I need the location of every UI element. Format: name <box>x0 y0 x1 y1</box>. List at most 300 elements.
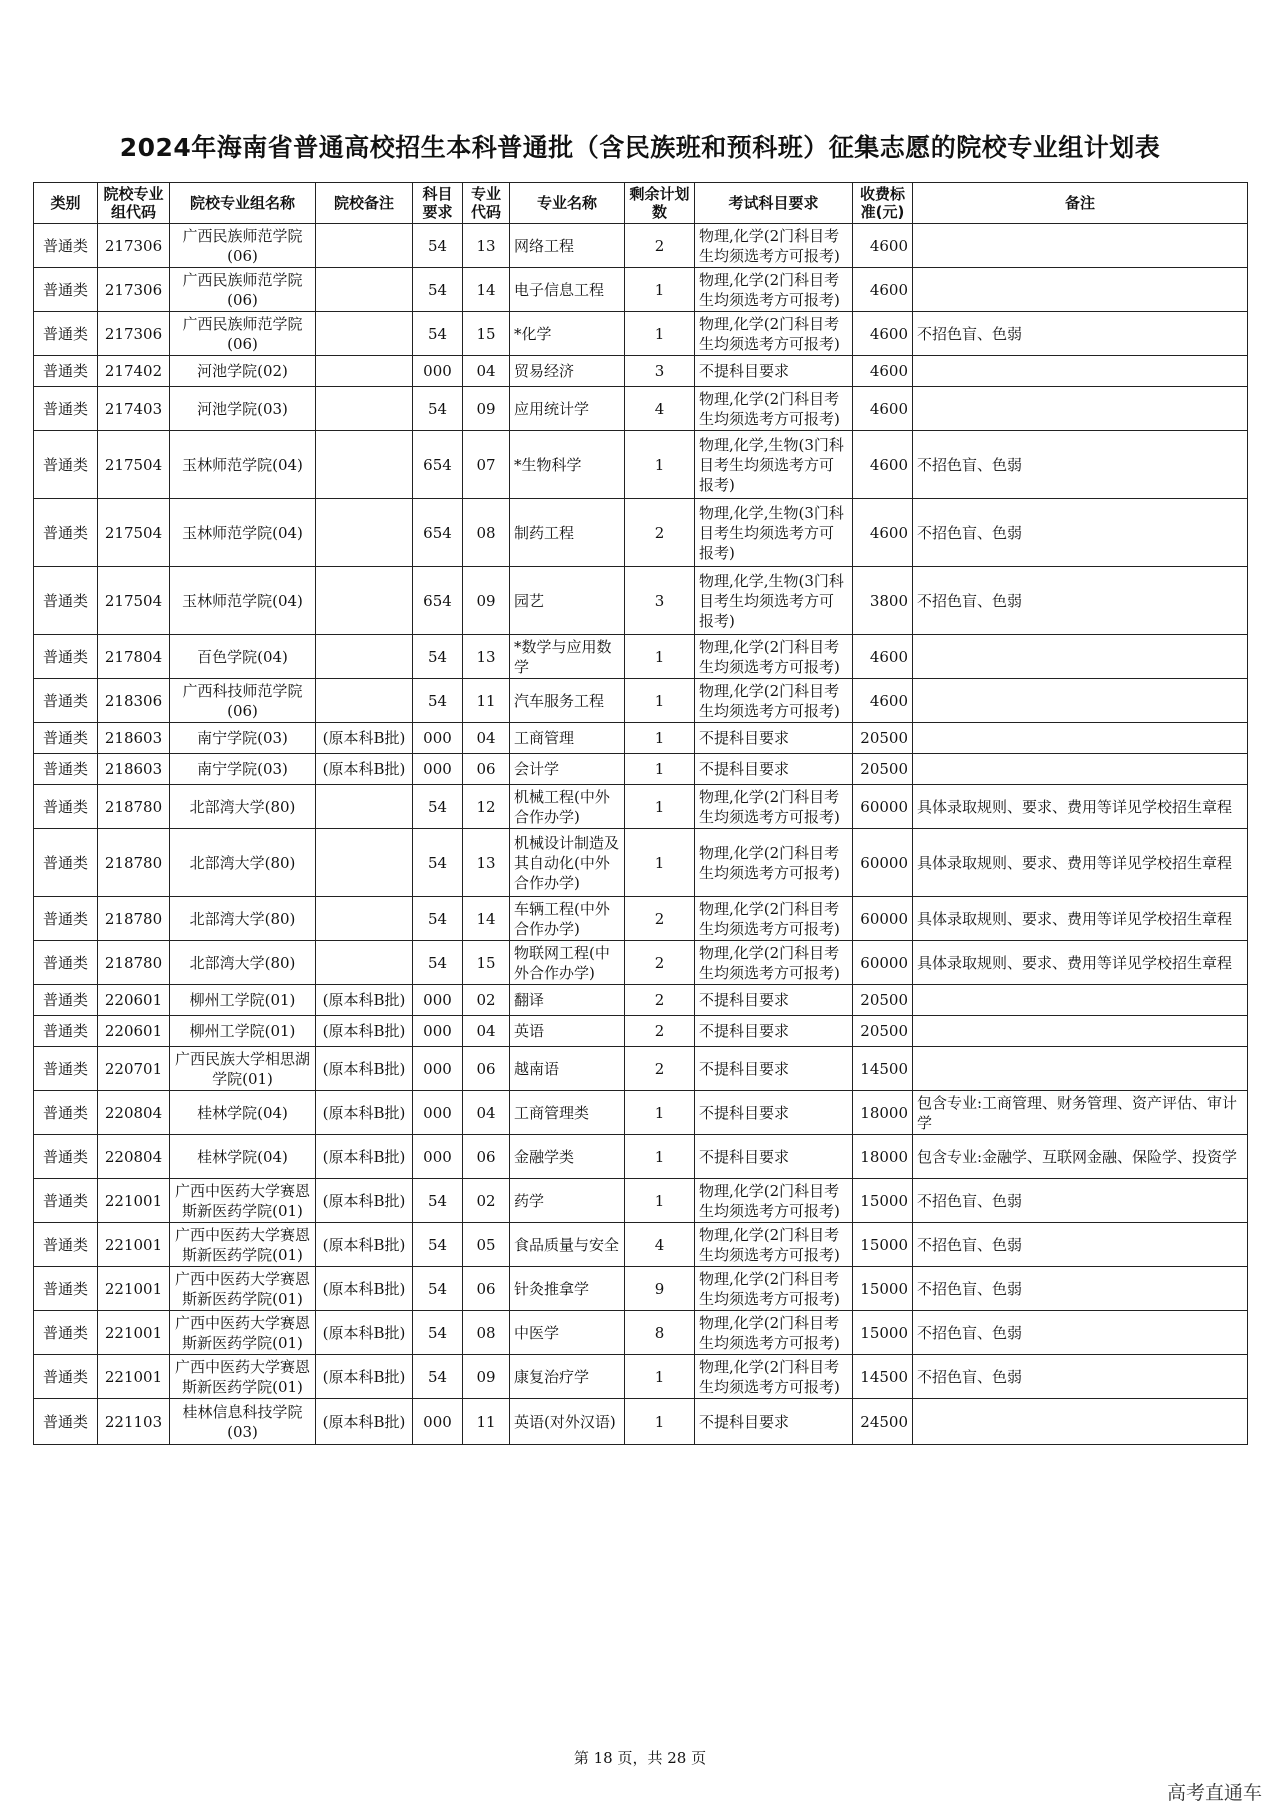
cell-major-name: 食品质量与安全 <box>510 1223 625 1267</box>
cell-category: 普通类 <box>34 1311 98 1355</box>
table-row <box>34 268 1248 312</box>
cell-subject-code: 654 <box>413 499 463 567</box>
cell-group-code: 218306 <box>98 679 170 723</box>
cell-exam-requirement: 物理,化学(2门科目考生均须选考方可报考) <box>695 941 853 985</box>
cell-subject-code: 54 <box>413 387 463 431</box>
cell-group-code: 217504 <box>98 567 170 635</box>
cell-school-note <box>316 567 413 635</box>
cell-major-name: 贸易经济 <box>510 356 625 387</box>
table-row <box>34 224 1248 268</box>
cell-category: 普通类 <box>34 754 98 785</box>
table-row <box>34 567 1248 635</box>
cell-school-name: 广西民族师范学院(06) <box>170 224 316 268</box>
cell-school-note: (原本科B批) <box>316 1311 413 1355</box>
cell-remark: 不招色盲、色弱 <box>913 1311 1248 1355</box>
cell-fee: 60000 <box>853 785 913 829</box>
cell-school-note: (原本科B批) <box>316 1399 413 1445</box>
table-row <box>34 829 1248 897</box>
cell-exam-requirement: 物理,化学(2门科目考生均须选考方可报考) <box>695 224 853 268</box>
cell-exam-requirement: 物理,化学(2门科目考生均须选考方可报考) <box>695 635 853 679</box>
cell-exam-requirement: 物理,化学(2门科目考生均须选考方可报考) <box>695 268 853 312</box>
cell-school-note <box>316 785 413 829</box>
cell-remark: 包含专业:工商管理、财务管理、资产评估、审计学 <box>913 1091 1248 1135</box>
cell-exam-requirement: 物理,化学(2门科目考生均须选考方可报考) <box>695 1179 853 1223</box>
cell-fee: 4600 <box>853 499 913 567</box>
cell-remark: 不招色盲、色弱 <box>913 1267 1248 1311</box>
cell-category: 普通类 <box>34 1267 98 1311</box>
cell-group-code: 221001 <box>98 1223 170 1267</box>
cell-exam-requirement: 物理,化学(2门科目考生均须选考方可报考) <box>695 312 853 356</box>
cell-category: 普通类 <box>34 679 98 723</box>
cell-remark <box>913 268 1248 312</box>
cell-group-code: 221103 <box>98 1399 170 1445</box>
cell-school-name: 南宁学院(03) <box>170 723 316 754</box>
cell-fee: 60000 <box>853 897 913 941</box>
cell-exam-requirement: 不提科目要求 <box>695 1399 853 1445</box>
cell-school-name: 广西中医药大学赛恩斯新医药学院(01) <box>170 1311 316 1355</box>
cell-subject-code: 54 <box>413 268 463 312</box>
cell-remaining: 2 <box>625 897 695 941</box>
cell-school-note <box>316 224 413 268</box>
cell-remark: 包含专业:金融学、互联网金融、保险学、投资学 <box>913 1135 1248 1179</box>
col-header: 考试科目要求 <box>695 183 853 224</box>
cell-school-note <box>316 897 413 941</box>
cell-category: 普通类 <box>34 1355 98 1399</box>
cell-fee: 20500 <box>853 723 913 754</box>
cell-exam-requirement: 不提科目要求 <box>695 723 853 754</box>
cell-remaining: 1 <box>625 829 695 897</box>
cell-group-code: 220601 <box>98 985 170 1016</box>
cell-exam-requirement: 不提科目要求 <box>695 1047 853 1091</box>
cell-major-code: 04 <box>463 1091 510 1135</box>
cell-school-note: (原本科B批) <box>316 1016 413 1047</box>
cell-remark <box>913 723 1248 754</box>
cell-school-note: (原本科B批) <box>316 1047 413 1091</box>
table-row <box>34 356 1248 387</box>
cell-school-name: 广西中医药大学赛恩斯新医药学院(01) <box>170 1223 316 1267</box>
cell-major-code: 06 <box>463 1135 510 1179</box>
cell-school-name: 桂林学院(04) <box>170 1135 316 1179</box>
cell-fee: 20500 <box>853 985 913 1016</box>
cell-category: 普通类 <box>34 567 98 635</box>
cell-group-code: 218603 <box>98 723 170 754</box>
cell-remaining: 1 <box>625 431 695 499</box>
cell-subject-code: 000 <box>413 1135 463 1179</box>
cell-category: 普通类 <box>34 1135 98 1179</box>
cell-major-name: 中医学 <box>510 1311 625 1355</box>
cell-school-note: (原本科B批) <box>316 1223 413 1267</box>
cell-subject-code: 54 <box>413 1223 463 1267</box>
cell-school-name: 南宁学院(03) <box>170 754 316 785</box>
cell-major-code: 13 <box>463 635 510 679</box>
cell-group-code: 217402 <box>98 356 170 387</box>
cell-fee: 4600 <box>853 268 913 312</box>
cell-subject-code: 54 <box>413 224 463 268</box>
cell-remaining: 1 <box>625 723 695 754</box>
cell-category: 普通类 <box>34 985 98 1016</box>
cell-remaining: 1 <box>625 268 695 312</box>
cell-major-name: *生物科学 <box>510 431 625 499</box>
cell-remaining: 2 <box>625 985 695 1016</box>
cell-major-name: 电子信息工程 <box>510 268 625 312</box>
cell-remark <box>913 635 1248 679</box>
cell-subject-code: 654 <box>413 567 463 635</box>
cell-school-name: 玉林师范学院(04) <box>170 567 316 635</box>
cell-exam-requirement: 不提科目要求 <box>695 1135 853 1179</box>
cell-remark: 不招色盲、色弱 <box>913 312 1248 356</box>
cell-school-note: (原本科B批) <box>316 985 413 1016</box>
cell-major-code: 13 <box>463 224 510 268</box>
cell-subject-code: 54 <box>413 1311 463 1355</box>
col-header: 科目要求 <box>413 183 463 224</box>
cell-subject-code: 54 <box>413 829 463 897</box>
cell-school-name: 百色学院(04) <box>170 635 316 679</box>
cell-school-name: 河池学院(03) <box>170 387 316 431</box>
cell-fee: 15000 <box>853 1267 913 1311</box>
table-row <box>34 387 1248 431</box>
cell-school-name: 北部湾大学(80) <box>170 829 316 897</box>
cell-major-code: 15 <box>463 312 510 356</box>
cell-major-code: 06 <box>463 1267 510 1311</box>
cell-major-code: 06 <box>463 754 510 785</box>
table-header-row <box>34 183 1248 224</box>
cell-group-code: 221001 <box>98 1355 170 1399</box>
cell-remaining: 8 <box>625 1311 695 1355</box>
cell-category: 普通类 <box>34 723 98 754</box>
cell-remark <box>913 679 1248 723</box>
col-header: 专业代码 <box>463 183 510 224</box>
cell-group-code: 217306 <box>98 312 170 356</box>
cell-remark <box>913 754 1248 785</box>
cell-remaining: 3 <box>625 356 695 387</box>
cell-subject-code: 000 <box>413 1399 463 1445</box>
cell-exam-requirement: 不提科目要求 <box>695 356 853 387</box>
cell-major-code: 15 <box>463 941 510 985</box>
cell-fee: 18000 <box>853 1135 913 1179</box>
cell-subject-code: 54 <box>413 635 463 679</box>
cell-exam-requirement: 不提科目要求 <box>695 985 853 1016</box>
cell-remaining: 1 <box>625 1135 695 1179</box>
table-row <box>34 1223 1248 1267</box>
cell-exam-requirement: 物理,化学(2门科目考生均须选考方可报考) <box>695 1355 853 1399</box>
cell-fee: 15000 <box>853 1179 913 1223</box>
cell-fee: 60000 <box>853 941 913 985</box>
col-header: 剩余计划数 <box>625 183 695 224</box>
cell-school-name: 北部湾大学(80) <box>170 941 316 985</box>
cell-exam-requirement: 物理,化学(2门科目考生均须选考方可报考) <box>695 387 853 431</box>
cell-major-name: 会计学 <box>510 754 625 785</box>
col-header: 院校备注 <box>316 183 413 224</box>
cell-remaining: 4 <box>625 387 695 431</box>
cell-remark: 不招色盲、色弱 <box>913 431 1248 499</box>
cell-school-name: 桂林信息科技学院(03) <box>170 1399 316 1445</box>
cell-remark: 不招色盲、色弱 <box>913 1223 1248 1267</box>
cell-major-name: 制药工程 <box>510 499 625 567</box>
cell-category: 普通类 <box>34 268 98 312</box>
table-row <box>34 1355 1248 1399</box>
cell-major-name: 英语 <box>510 1016 625 1047</box>
cell-school-note <box>316 635 413 679</box>
cell-remark <box>913 356 1248 387</box>
watermark: 高考直通车 <box>1166 1782 1262 1804</box>
cell-subject-code: 54 <box>413 312 463 356</box>
cell-group-code: 218780 <box>98 941 170 985</box>
table-row <box>34 1179 1248 1223</box>
cell-major-code: 12 <box>463 785 510 829</box>
cell-major-name: *数学与应用数学 <box>510 635 625 679</box>
cell-school-name: 广西民族师范学院(06) <box>170 312 316 356</box>
cell-fee: 14500 <box>853 1047 913 1091</box>
cell-subject-code: 000 <box>413 723 463 754</box>
cell-subject-code: 54 <box>413 941 463 985</box>
cell-remaining: 1 <box>625 1091 695 1135</box>
cell-major-name: 机械设计制造及其自动化(中外合作办学) <box>510 829 625 897</box>
cell-remaining: 1 <box>625 312 695 356</box>
cell-category: 普通类 <box>34 1016 98 1047</box>
cell-remaining: 2 <box>625 1047 695 1091</box>
cell-major-code: 05 <box>463 1223 510 1267</box>
cell-school-name: 玉林师范学院(04) <box>170 499 316 567</box>
col-header: 类别 <box>34 183 98 224</box>
cell-fee: 3800 <box>853 567 913 635</box>
cell-subject-code: 54 <box>413 1179 463 1223</box>
table-row <box>34 785 1248 829</box>
cell-school-note <box>316 431 413 499</box>
cell-school-note <box>316 499 413 567</box>
cell-category: 普通类 <box>34 941 98 985</box>
cell-group-code: 218603 <box>98 754 170 785</box>
cell-group-code: 221001 <box>98 1311 170 1355</box>
cell-school-note: (原本科B批) <box>316 1091 413 1135</box>
cell-major-name: 车辆工程(中外合作办学) <box>510 897 625 941</box>
cell-exam-requirement: 物理,化学(2门科目考生均须选考方可报考) <box>695 1311 853 1355</box>
cell-category: 普通类 <box>34 829 98 897</box>
cell-major-code: 08 <box>463 499 510 567</box>
cell-remark: 不招色盲、色弱 <box>913 1179 1248 1223</box>
col-header: 收费标准(元) <box>853 183 913 224</box>
cell-exam-requirement: 物理,化学(2门科目考生均须选考方可报考) <box>695 897 853 941</box>
cell-group-code: 217306 <box>98 224 170 268</box>
cell-category: 普通类 <box>34 635 98 679</box>
cell-remaining: 1 <box>625 679 695 723</box>
cell-exam-requirement: 物理,化学(2门科目考生均须选考方可报考) <box>695 1267 853 1311</box>
cell-remark <box>913 1399 1248 1445</box>
cell-major-code: 09 <box>463 1355 510 1399</box>
cell-major-name: 越南语 <box>510 1047 625 1091</box>
cell-fee: 4600 <box>853 679 913 723</box>
cell-remaining: 1 <box>625 785 695 829</box>
cell-major-name: 汽车服务工程 <box>510 679 625 723</box>
table-row <box>34 1311 1248 1355</box>
cell-major-name: 金融学类 <box>510 1135 625 1179</box>
cell-major-name: 英语(对外汉语) <box>510 1399 625 1445</box>
cell-category: 普通类 <box>34 1091 98 1135</box>
cell-subject-code: 54 <box>413 897 463 941</box>
cell-fee: 4600 <box>853 356 913 387</box>
cell-group-code: 220601 <box>98 1016 170 1047</box>
table-row <box>34 1047 1248 1091</box>
cell-subject-code: 000 <box>413 1016 463 1047</box>
cell-fee: 15000 <box>853 1311 913 1355</box>
cell-remaining: 1 <box>625 635 695 679</box>
page-footer: 第 18 页，共 28 页 <box>573 1749 707 1767</box>
cell-remaining: 2 <box>625 499 695 567</box>
cell-exam-requirement: 不提科目要求 <box>695 1091 853 1135</box>
cell-remark: 不招色盲、色弱 <box>913 1355 1248 1399</box>
cell-school-name: 北部湾大学(80) <box>170 785 316 829</box>
table-row <box>34 635 1248 679</box>
cell-group-code: 220804 <box>98 1135 170 1179</box>
cell-major-code: 06 <box>463 1047 510 1091</box>
cell-category: 普通类 <box>34 1047 98 1091</box>
page-title: 2024年海南省普通高校招生本科普通批（含民族班和预科班）征集志愿的院校专业组计划表 <box>119 133 1161 162</box>
cell-exam-requirement: 物理,化学,生物(3门科目考生均须选考方可报考) <box>695 499 853 567</box>
cell-category: 普通类 <box>34 312 98 356</box>
table-row <box>34 1267 1248 1311</box>
cell-major-code: 04 <box>463 1016 510 1047</box>
cell-school-note <box>316 356 413 387</box>
cell-major-code: 11 <box>463 679 510 723</box>
cell-school-name: 柳州工学院(01) <box>170 1016 316 1047</box>
cell-exam-requirement: 物理,化学(2门科目考生均须选考方可报考) <box>695 1223 853 1267</box>
cell-fee: 4600 <box>853 635 913 679</box>
cell-fee: 4600 <box>853 312 913 356</box>
col-header: 备注 <box>913 183 1248 224</box>
cell-category: 普通类 <box>34 356 98 387</box>
table-row <box>34 1399 1248 1445</box>
cell-category: 普通类 <box>34 785 98 829</box>
cell-group-code: 217306 <box>98 268 170 312</box>
cell-fee: 20500 <box>853 1016 913 1047</box>
table-row <box>34 679 1248 723</box>
cell-subject-code: 000 <box>413 1091 463 1135</box>
cell-major-name: 翻译 <box>510 985 625 1016</box>
col-header: 院校专业组名称 <box>170 183 316 224</box>
cell-subject-code: 000 <box>413 356 463 387</box>
cell-category: 普通类 <box>34 1179 98 1223</box>
cell-major-name: *化学 <box>510 312 625 356</box>
cell-remaining: 1 <box>625 1355 695 1399</box>
cell-remaining: 1 <box>625 754 695 785</box>
cell-subject-code: 000 <box>413 985 463 1016</box>
cell-exam-requirement: 物理,化学(2门科目考生均须选考方可报考) <box>695 679 853 723</box>
cell-subject-code: 54 <box>413 679 463 723</box>
cell-remaining: 3 <box>625 567 695 635</box>
cell-school-name: 广西科技师范学院(06) <box>170 679 316 723</box>
cell-remaining: 1 <box>625 1179 695 1223</box>
cell-group-code: 220701 <box>98 1047 170 1091</box>
table-row <box>34 499 1248 567</box>
cell-subject-code: 000 <box>413 1047 463 1091</box>
cell-remark: 不招色盲、色弱 <box>913 567 1248 635</box>
cell-group-code: 220804 <box>98 1091 170 1135</box>
cell-remark: 具体录取规则、要求、费用等详见学校招生章程 <box>913 829 1248 897</box>
cell-major-code: 14 <box>463 268 510 312</box>
cell-remark: 具体录取规则、要求、费用等详见学校招生章程 <box>913 897 1248 941</box>
cell-major-code: 04 <box>463 356 510 387</box>
cell-school-name: 广西中医药大学赛恩斯新医药学院(01) <box>170 1267 316 1311</box>
cell-category: 普通类 <box>34 224 98 268</box>
plan-table <box>33 182 1248 1445</box>
cell-major-code: 08 <box>463 1311 510 1355</box>
cell-school-name: 柳州工学院(01) <box>170 985 316 1016</box>
cell-remaining: 4 <box>625 1223 695 1267</box>
cell-major-code: 11 <box>463 1399 510 1445</box>
cell-group-code: 218780 <box>98 785 170 829</box>
cell-remaining: 2 <box>625 1016 695 1047</box>
cell-group-code: 217804 <box>98 635 170 679</box>
table-row <box>34 723 1248 754</box>
cell-fee: 60000 <box>853 829 913 897</box>
cell-major-name: 网络工程 <box>510 224 625 268</box>
cell-major-name: 药学 <box>510 1179 625 1223</box>
cell-remark <box>913 1016 1248 1047</box>
cell-exam-requirement: 物理,化学(2门科目考生均须选考方可报考) <box>695 829 853 897</box>
cell-school-note <box>316 387 413 431</box>
table-row <box>34 312 1248 356</box>
cell-remark: 具体录取规则、要求、费用等详见学校招生章程 <box>913 785 1248 829</box>
cell-major-name: 康复治疗学 <box>510 1355 625 1399</box>
cell-major-code: 07 <box>463 431 510 499</box>
cell-remaining: 2 <box>625 224 695 268</box>
cell-category: 普通类 <box>34 387 98 431</box>
cell-fee: 15000 <box>853 1223 913 1267</box>
table-row <box>34 941 1248 985</box>
cell-group-code: 218780 <box>98 829 170 897</box>
cell-major-name: 应用统计学 <box>510 387 625 431</box>
col-header: 院校专业组代码 <box>98 183 170 224</box>
cell-school-note: (原本科B批) <box>316 1355 413 1399</box>
cell-school-name: 广西中医药大学赛恩斯新医药学院(01) <box>170 1355 316 1399</box>
cell-category: 普通类 <box>34 431 98 499</box>
table-row <box>34 1135 1248 1179</box>
cell-group-code: 217403 <box>98 387 170 431</box>
cell-exam-requirement: 不提科目要求 <box>695 1016 853 1047</box>
cell-major-name: 工商管理类 <box>510 1091 625 1135</box>
cell-remark <box>913 387 1248 431</box>
table-body <box>34 224 1248 1445</box>
cell-group-code: 218780 <box>98 897 170 941</box>
cell-remaining: 2 <box>625 941 695 985</box>
cell-subject-code: 54 <box>413 1355 463 1399</box>
cell-subject-code: 654 <box>413 431 463 499</box>
cell-remark <box>913 985 1248 1016</box>
cell-school-note <box>316 679 413 723</box>
cell-remark: 不招色盲、色弱 <box>913 499 1248 567</box>
cell-school-note <box>316 312 413 356</box>
table-row <box>34 1016 1248 1047</box>
table-row <box>34 897 1248 941</box>
cell-category: 普通类 <box>34 499 98 567</box>
cell-group-code: 221001 <box>98 1179 170 1223</box>
cell-subject-code: 54 <box>413 1267 463 1311</box>
cell-major-code: 02 <box>463 985 510 1016</box>
cell-school-name: 广西民族师范学院(06) <box>170 268 316 312</box>
cell-remaining: 1 <box>625 1399 695 1445</box>
cell-school-name: 北部湾大学(80) <box>170 897 316 941</box>
cell-fee: 24500 <box>853 1399 913 1445</box>
cell-fee: 4600 <box>853 387 913 431</box>
cell-subject-code: 54 <box>413 785 463 829</box>
table-row <box>34 754 1248 785</box>
cell-group-code: 217504 <box>98 431 170 499</box>
cell-major-name: 机械工程(中外合作办学) <box>510 785 625 829</box>
cell-fee: 14500 <box>853 1355 913 1399</box>
cell-major-code: 14 <box>463 897 510 941</box>
cell-remark: 具体录取规则、要求、费用等详见学校招生章程 <box>913 941 1248 985</box>
cell-major-code: 02 <box>463 1179 510 1223</box>
cell-school-note: (原本科B批) <box>316 754 413 785</box>
